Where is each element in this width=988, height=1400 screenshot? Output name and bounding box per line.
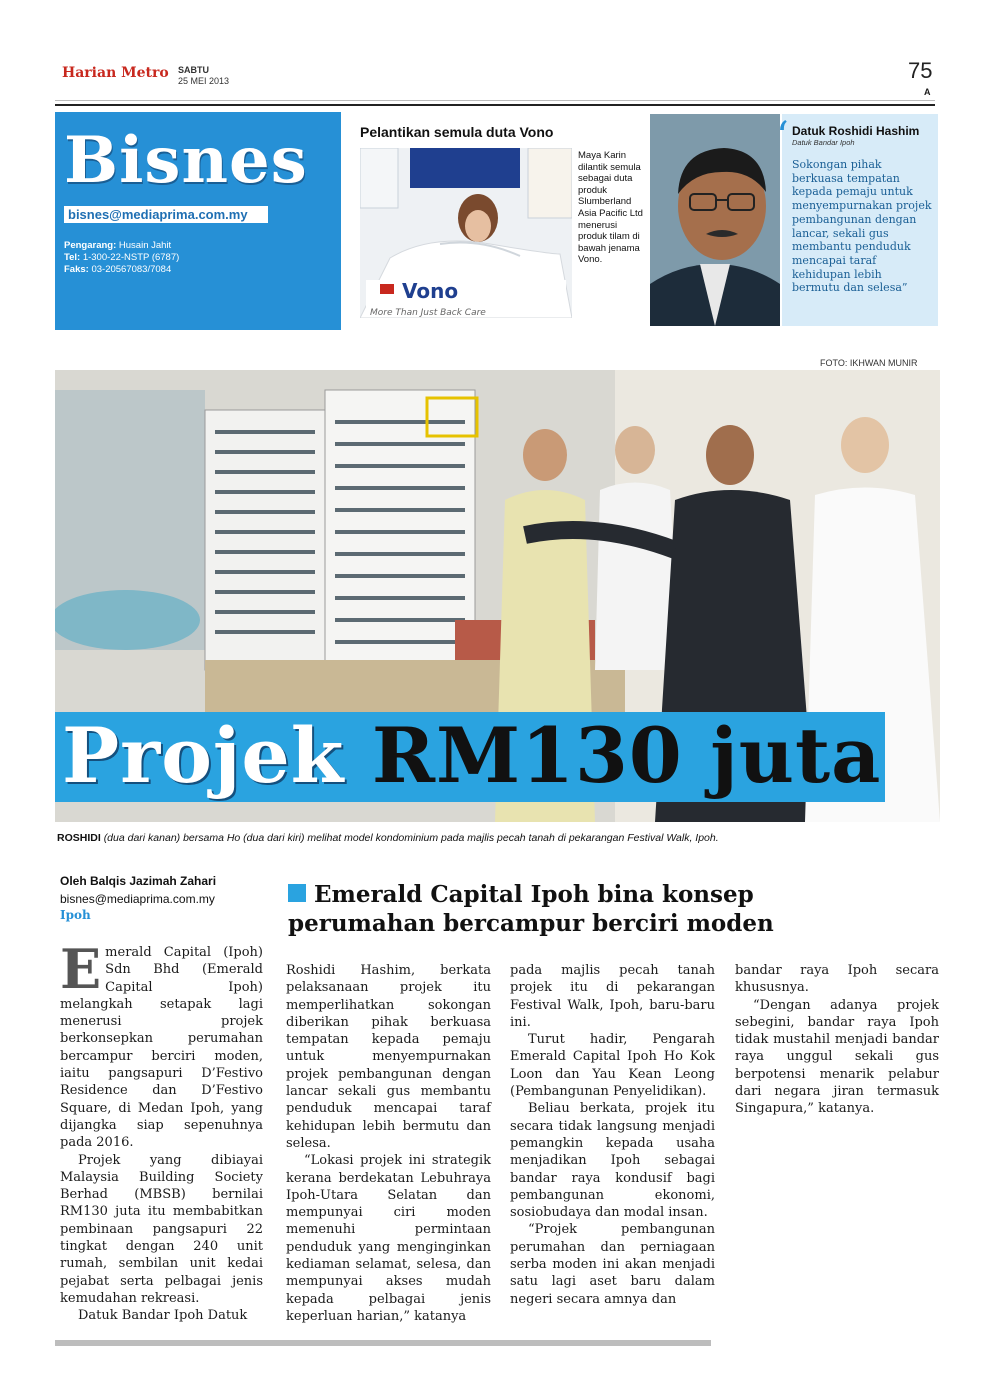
section-title: Bisnes <box>64 123 308 198</box>
col4-paragraph-2: “Dengan adanya projek sebegini, bandar raya Ipoh tidak mustahil menjadi bandar raya unggul sekali gus berpotensi menarik pelabur dari negara jiran termasuk Singapura,” katanya. <box>735 997 939 1117</box>
masthead-rule-thin <box>55 100 935 101</box>
col2-paragraph-1: Roshidi Hashim, berkata pelaksanaan projek itu memperlihatkan sokongan diberikan pihak berkuasa tempatan kepada pemaju untuk menyempurnakan projek pembangunan dengan lancar sekali gus membantu penduduk mencapai taraf kehidupan lebih bermutu dan selesa. <box>286 963 491 1151</box>
bottom-rule <box>55 1340 711 1346</box>
issue-date <box>178 65 229 87</box>
col3-paragraph-3: Beliau berkata, projek itu secara tidak langsung menjadi pemangkin kepada usaha menjadikan Ipoh sebagai bandar raya kondusif bagi pembangunan ekonomi, sosiobudaya dan modal insan. <box>510 1101 715 1221</box>
vono-brand: Vono <box>402 279 459 303</box>
main-headline <box>62 708 881 804</box>
masthead-rule <box>55 104 935 106</box>
editor-name: Husain Jahit <box>118 240 172 251</box>
col2-paragraph-2: “Lokasi projek ini strategik kerana berdekatan Lebuhraya Ipoh-Utara Selatan dan mempunyai ciri moden memenuhi permintaan penduduk yang menginginkan kediaman selamat, selesa, dan mempunyai akses mudah kepada pelbagai jenis keperluan harian,” katanya <box>286 1153 491 1324</box>
article-subhead <box>288 880 874 938</box>
tel-label: Tel: <box>64 252 81 263</box>
article-column-4 <box>735 962 939 1118</box>
caption-text: (dua dari kanan) bersama Ho (dua dari kiri) melihat model kondominium pada majlis pecah tanah di pekarangan Festival Walk, Ipoh. <box>103 832 719 844</box>
vono-photo-illustration <box>360 148 572 318</box>
page-edition: A <box>924 87 931 97</box>
masthead-ghost-text <box>790 57 796 78</box>
article-column-3 <box>510 962 715 1308</box>
issue-date-text: 25 MEI 2013 <box>178 76 230 86</box>
col1-paragraph-2: Projek yang dibiayai Malaysia Building Society Berhad (MBSB) bernilai RM130 juta itu membabitkan pembinaan pangsapuri 22 tingkat dengan 240 unit rumah, sembilan unit kedai pejabat serta pelbagai jenis kemudahan rekreasi. <box>60 1152 263 1306</box>
tel-line <box>64 252 179 264</box>
vono-photo <box>360 148 572 318</box>
byline-author: Oleh Balqis Jazimah Zahari <box>60 874 217 888</box>
newspaper-logo: Harian Metro <box>62 65 169 81</box>
fax-number: 03-20567083/7084 <box>91 264 172 275</box>
fax-line <box>64 264 179 276</box>
section-email[interactable]: bisnes@mediaprima.com.my <box>64 206 268 223</box>
quote-mark-icon: ‘ <box>776 114 789 160</box>
tel-number: 1-300-22-NSTP (6787) <box>82 252 180 263</box>
col3-paragraph-1: pada majlis pecah tanah projek itu di pekarangan Festival Walk, Ipoh, baru-baru ini. <box>510 963 715 1030</box>
editor-line <box>64 240 179 252</box>
subhead-line1: Emerald Capital Ipoh bina konsep <box>314 881 754 908</box>
issue-day: SABTU <box>178 65 209 75</box>
portrait-illustration <box>650 114 780 326</box>
col3-paragraph-4: “Projek pembangunan perumahan dan perniagaan serba moden ini akan menjadi satu lagi aset baru dalam negeri secara amnya dan <box>510 1222 715 1307</box>
col1-paragraph-1: merald Capital (Ipoh) Sdn Bhd (Emerald Capital Ipoh) melangkah setapak lagi menerusi projek berkonsepkan perumahan bercampur berciri moden, iaitu pangsapuri D’Festivo Residence dan D’Festivo Square, di Medan Ipoh, yang dijangka siap sepenuhnya pada 2016. <box>60 945 263 1151</box>
headline-part2: RM130 juta <box>371 711 882 800</box>
vono-tagline: More Than Just Back Care <box>370 308 486 318</box>
quote-text: Sokongan pihak berkuasa tempatan kepada pemaju untuk menyempurnakan projek pembangunan dengan lancar, sekali gus membantu penduduk mencapai taraf kehidupan lebih bermutu dan selesa” <box>792 158 932 295</box>
col3-paragraph-2: Turut hadir, Pengarah Emerald Capital Ipoh Ho Kok Loon dan Yau Kean Leong (Pembangunan Penyelidikan). <box>510 1032 715 1100</box>
quote-speaker: Datuk Roshidi Hashim <box>792 124 920 138</box>
vono-caption: Maya Karin dilantik semula sebagai duta produk Slumberland Asia Pacific Ltd menerusi produk tilam di bawah jenama Vono. <box>578 150 643 266</box>
fax-label: Faks: <box>64 264 89 275</box>
dropcap: E <box>60 937 102 1001</box>
headline-part1: Projek <box>62 711 345 800</box>
vono-headline: Pelantikan semula duta Vono <box>360 124 554 140</box>
subhead-square-icon <box>288 884 306 902</box>
article-column-1 <box>60 937 263 1325</box>
caption-name: ROSHIDI <box>57 832 101 844</box>
subhead-line2: perumahan bercampur berciri moden <box>288 910 774 937</box>
col4-paragraph-1: bandar raya Ipoh secara khususnya. <box>735 963 939 996</box>
article-column-2 <box>286 962 491 1325</box>
editor-label: Pengarang: <box>64 240 117 251</box>
photo-caption <box>57 832 937 844</box>
quote-speaker-role: Datuk Bandar Ipoh <box>792 138 855 147</box>
page-number: 75 <box>908 58 933 83</box>
byline-email[interactable]: bisnes@mediaprima.com.my <box>60 892 215 906</box>
col1-paragraph-3: Datuk Bandar Ipoh Datuk <box>78 1308 248 1324</box>
photo-credit: FOTO: IKHWAN MUNIR <box>820 358 918 368</box>
section-contacts <box>64 240 179 276</box>
byline-location: Ipoh <box>60 908 91 922</box>
portrait-photo <box>650 114 780 326</box>
